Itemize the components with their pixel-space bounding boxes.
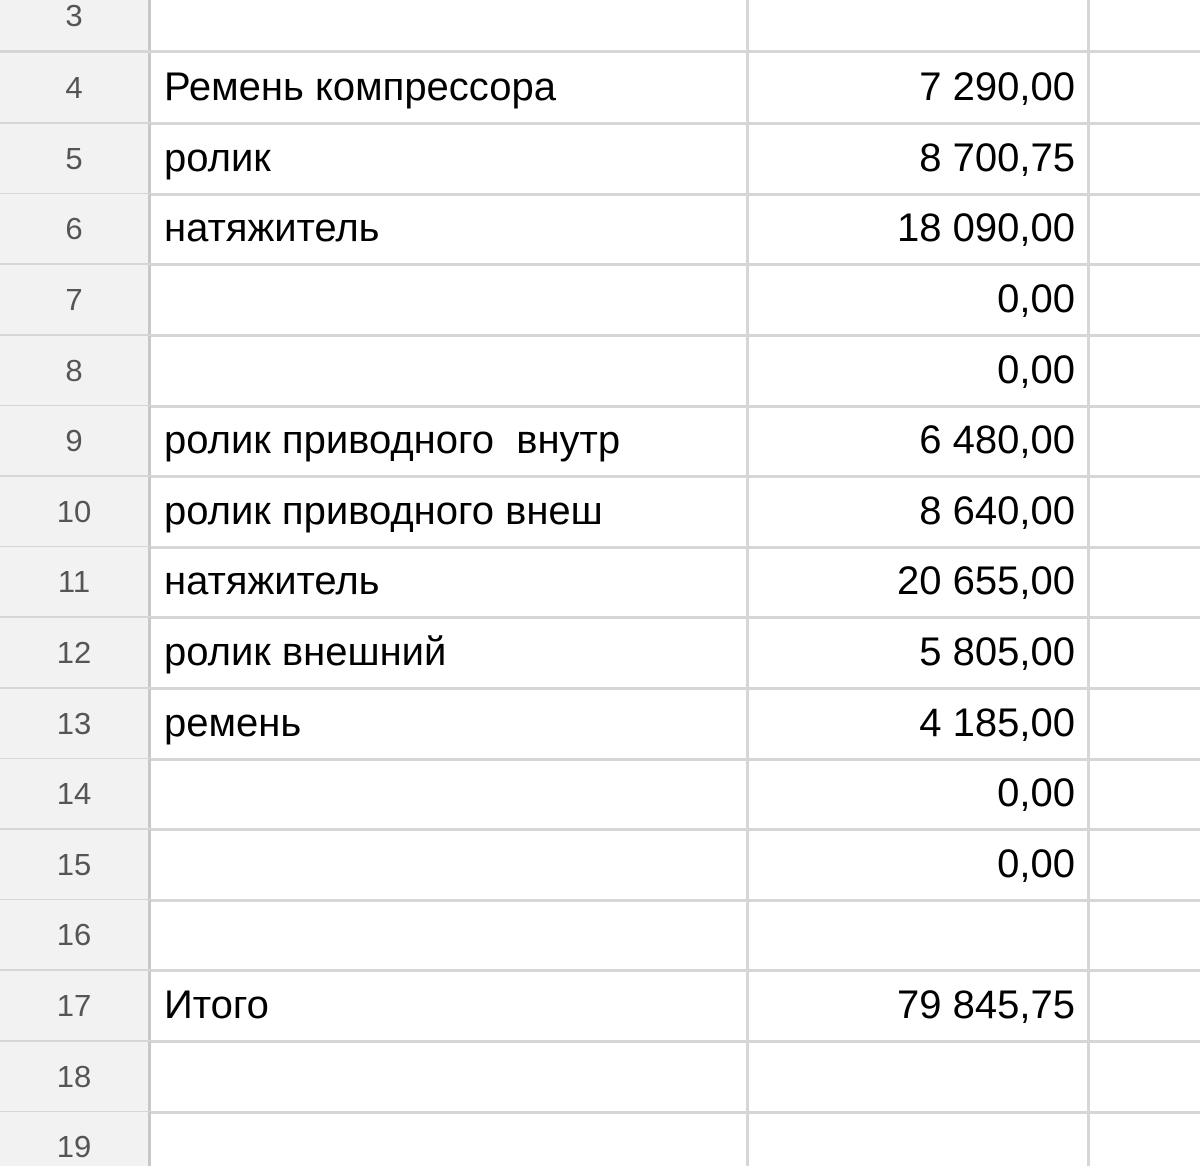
table-row	[0, 265, 1200, 337]
item-cell[interactable]	[154, 830, 749, 899]
item-cell[interactable]	[154, 1112, 749, 1166]
amount-cell[interactable]	[752, 1042, 1090, 1111]
amount-cell[interactable]: 0,00	[752, 336, 1090, 405]
row-header[interactable]: 12	[0, 618, 151, 687]
table-row	[0, 900, 1200, 972]
item-cell[interactable]: ролик приводного внеш	[154, 477, 749, 546]
item-cell[interactable]: натяжитель	[154, 547, 749, 616]
table-row	[0, 689, 1200, 761]
row-header[interactable]: 18	[0, 1042, 151, 1111]
table-row	[0, 618, 1200, 690]
empty-cell[interactable]	[1093, 0, 1200, 50]
amount-cell[interactable]: 79 845,75	[752, 971, 1090, 1040]
item-cell[interactable]: ролик приводного внутр	[154, 406, 749, 475]
table-row	[0, 336, 1200, 408]
amount-cell[interactable]: 6 480,00	[752, 406, 1090, 475]
row-header[interactable]: 19	[0, 1112, 151, 1166]
empty-cell[interactable]	[1093, 618, 1200, 687]
row-header[interactable]: 6	[0, 194, 151, 263]
table-row	[0, 0, 1200, 53]
row-header[interactable]: 17	[0, 971, 151, 1040]
row-header[interactable]: 16	[0, 900, 151, 969]
item-cell[interactable]: ролик	[154, 124, 749, 193]
row-header[interactable]: 11	[0, 547, 151, 616]
row-header[interactable]: 4	[0, 53, 151, 122]
empty-cell[interactable]	[1093, 689, 1200, 758]
item-cell[interactable]: Итого	[154, 971, 749, 1040]
row-header[interactable]: 14	[0, 759, 151, 828]
amount-cell[interactable]: 0,00	[752, 265, 1090, 334]
empty-cell[interactable]	[1093, 759, 1200, 828]
row-header[interactable]: 7	[0, 265, 151, 334]
amount-cell[interactable]	[752, 0, 1090, 50]
empty-cell[interactable]	[1093, 547, 1200, 616]
empty-cell[interactable]	[1093, 971, 1200, 1040]
empty-cell[interactable]	[1093, 124, 1200, 193]
amount-cell[interactable]: 0,00	[752, 830, 1090, 899]
row-header[interactable]: 13	[0, 689, 151, 758]
amount-cell[interactable]	[752, 1112, 1090, 1166]
table-row	[0, 971, 1200, 1043]
row-header[interactable]: 9	[0, 406, 151, 475]
amount-cell[interactable]: 4 185,00	[752, 689, 1090, 758]
item-cell[interactable]	[154, 0, 749, 50]
empty-cell[interactable]	[1093, 53, 1200, 122]
table-row	[0, 1042, 1200, 1114]
row-header[interactable]: 15	[0, 830, 151, 899]
item-cell[interactable]	[154, 336, 749, 405]
table-row	[0, 194, 1200, 266]
item-cell[interactable]	[154, 759, 749, 828]
row-header[interactable]: 3	[0, 0, 151, 50]
item-cell[interactable]: ролик внешний	[154, 618, 749, 687]
empty-cell[interactable]	[1093, 830, 1200, 899]
amount-cell[interactable]: 0,00	[752, 759, 1090, 828]
item-cell[interactable]	[154, 900, 749, 969]
amount-cell[interactable]: 7 290,00	[752, 53, 1090, 122]
empty-cell[interactable]	[1093, 477, 1200, 546]
table-row	[0, 1112, 1200, 1166]
amount-cell[interactable]: 18 090,00	[752, 194, 1090, 263]
empty-cell[interactable]	[1093, 1112, 1200, 1166]
row-header[interactable]: 10	[0, 477, 151, 546]
empty-cell[interactable]	[1093, 265, 1200, 334]
empty-cell[interactable]	[1093, 406, 1200, 475]
item-cell[interactable]	[154, 265, 749, 334]
amount-cell[interactable]: 20 655,00	[752, 547, 1090, 616]
table-row	[0, 406, 1200, 478]
table-row	[0, 53, 1200, 125]
empty-cell[interactable]	[1093, 900, 1200, 969]
amount-cell[interactable]: 8 700,75	[752, 124, 1090, 193]
amount-cell[interactable]	[752, 900, 1090, 969]
item-cell[interactable]: натяжитель	[154, 194, 749, 263]
table-row	[0, 830, 1200, 902]
item-cell[interactable]	[154, 1042, 749, 1111]
row-header[interactable]: 5	[0, 124, 151, 193]
item-cell[interactable]: Ремень компрессора	[154, 53, 749, 122]
table-row	[0, 477, 1200, 549]
empty-cell[interactable]	[1093, 194, 1200, 263]
table-row	[0, 759, 1200, 831]
row-header[interactable]: 8	[0, 336, 151, 405]
item-cell[interactable]: ремень	[154, 689, 749, 758]
table-row	[0, 547, 1200, 619]
empty-cell[interactable]	[1093, 1042, 1200, 1111]
amount-cell[interactable]: 8 640,00	[752, 477, 1090, 546]
empty-cell[interactable]	[1093, 336, 1200, 405]
amount-cell[interactable]: 5 805,00	[752, 618, 1090, 687]
table-row	[0, 124, 1200, 196]
